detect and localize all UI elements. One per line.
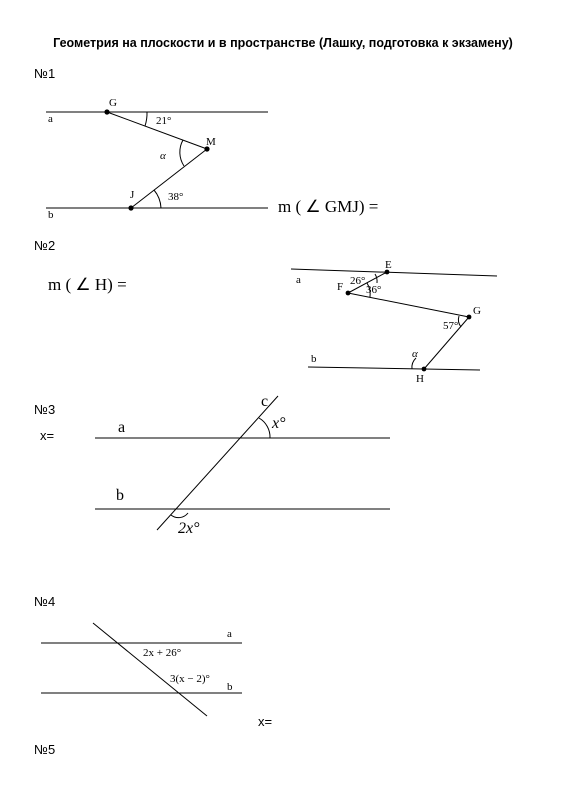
point-j <box>128 205 133 210</box>
label-angle-top: 2x + 26° <box>143 647 182 659</box>
label-angle-x: x° <box>272 415 286 432</box>
line-c <box>157 396 278 530</box>
line-b <box>308 367 480 370</box>
angle-arc-alpha <box>180 140 184 166</box>
label-angle-21: 21° <box>156 115 172 127</box>
label-point-g: G <box>109 97 117 109</box>
label-point-m: M <box>206 136 216 148</box>
point-g <box>104 109 109 114</box>
angle-arc-21 <box>145 112 147 126</box>
point-f <box>346 291 351 296</box>
label-point-e: E <box>385 259 392 271</box>
label-angle-36: 36° <box>366 284 382 296</box>
label-line-b: b <box>311 353 317 365</box>
problem-3-answer-label: x= <box>40 428 55 443</box>
label-point-f: F <box>337 281 344 293</box>
question-angle-h: m ( ∠ H) = <box>48 275 127 294</box>
point-g <box>467 315 472 320</box>
label-line-b: b <box>116 487 124 504</box>
problem-4-answer-label: x= <box>258 714 273 729</box>
label-point-j: J <box>130 189 135 201</box>
label-line-a: a <box>227 628 232 640</box>
problem-3-number: №3 <box>34 402 56 417</box>
label-angle-bottom: 3(x − 2)° <box>170 673 210 685</box>
label-line-b: b <box>227 681 233 693</box>
label-line-a: a <box>118 419 126 436</box>
label-point-g: G <box>473 305 481 317</box>
segment-fg <box>348 293 469 317</box>
problem-1-number: №1 <box>34 66 56 81</box>
page-title: Геометрия на плоскости и в пространстве (Лашку, подготовка к экзамену) <box>53 36 513 50</box>
figure-problem-3 <box>95 396 390 530</box>
problem-5-number: №5 <box>34 742 56 757</box>
label-angle-alpha: α <box>160 150 166 162</box>
angle-arc-38 <box>154 190 161 208</box>
line-a <box>291 269 497 276</box>
label-line-c: c <box>261 393 269 410</box>
problem-4-number: №4 <box>34 594 56 609</box>
label-line-a: a <box>48 113 53 125</box>
label-angle-57: 57° <box>443 320 459 332</box>
label-angle-alpha: α <box>412 348 418 360</box>
angle-arc-x <box>259 418 270 438</box>
angle-arc-57 <box>458 316 461 327</box>
figure-problem-2 <box>291 269 497 370</box>
transversal <box>93 623 207 716</box>
label-point-h: H <box>416 373 424 385</box>
label-angle-26: 26° <box>350 275 366 287</box>
label-angle-38: 38° <box>168 191 184 203</box>
label-angle-2x: 2x° <box>178 520 200 537</box>
label-line-b: b <box>48 209 54 221</box>
point-h <box>422 367 427 372</box>
problem-2-number: №2 <box>34 238 56 253</box>
question-angle-gmj: m ( ∠ GMJ) = <box>278 197 379 216</box>
figure-problem-4 <box>41 623 242 716</box>
angle-arc-2x <box>171 513 188 518</box>
label-line-a: a <box>296 274 301 286</box>
